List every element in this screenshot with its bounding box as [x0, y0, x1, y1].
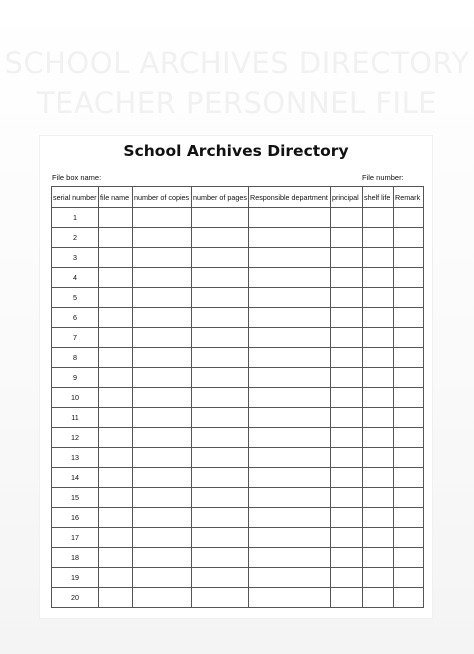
cell-number-of-pages[interactable] [192, 208, 249, 228]
header-shelf-life: shelf life [363, 187, 394, 208]
cell-principal[interactable] [331, 308, 363, 328]
cell-remark[interactable] [394, 388, 424, 408]
cell-number-of-copies[interactable] [133, 208, 192, 228]
cell-responsible-department[interactable] [249, 368, 331, 388]
cell-responsible-department[interactable] [249, 248, 331, 268]
cell-serial-number: 2 [52, 228, 99, 248]
cell-number-of-pages[interactable] [192, 328, 249, 348]
cell-number-of-copies[interactable] [133, 528, 192, 548]
header-file-name: file name [99, 187, 133, 208]
table-row [52, 268, 424, 288]
cell-shelf-life[interactable] [363, 508, 394, 528]
cell-remark[interactable] [394, 468, 424, 488]
table-row [52, 308, 424, 328]
cell-number-of-pages[interactable] [192, 428, 249, 448]
cell-file-name[interactable] [99, 428, 133, 448]
cell-serial-number: 18 [52, 548, 99, 568]
cell-remark[interactable] [394, 308, 424, 328]
cell-remark[interactable] [394, 328, 424, 348]
table-body [52, 208, 424, 608]
header-remark: Remark [394, 187, 424, 208]
cell-shelf-life[interactable] [363, 388, 394, 408]
cell-number-of-pages[interactable] [192, 548, 249, 568]
cell-number-of-copies[interactable] [133, 548, 192, 568]
cell-number-of-copies[interactable] [133, 248, 192, 268]
cell-principal[interactable] [331, 368, 363, 388]
cell-serial-number: 9 [52, 368, 99, 388]
cell-serial-number: 7 [52, 328, 99, 348]
file-box-name-label: File box name: [52, 173, 102, 182]
cell-principal[interactable] [331, 408, 363, 428]
table-row [52, 208, 424, 228]
table-row [52, 488, 424, 508]
cell-serial-number: 17 [52, 528, 99, 548]
cell-shelf-life[interactable] [363, 368, 394, 388]
cell-responsible-department[interactable] [249, 428, 331, 448]
cell-serial-number: 11 [52, 408, 99, 428]
cell-responsible-department[interactable] [249, 388, 331, 408]
cell-number-of-copies[interactable] [133, 388, 192, 408]
cell-file-name[interactable] [99, 368, 133, 388]
table-row [52, 448, 424, 468]
cell-principal[interactable] [331, 268, 363, 288]
cell-responsible-department[interactable] [249, 588, 331, 608]
cell-file-name[interactable] [99, 308, 133, 328]
cell-serial-number: 8 [52, 348, 99, 368]
table-row [52, 588, 424, 608]
cell-responsible-department[interactable] [249, 448, 331, 468]
cell-serial-number: 12 [52, 428, 99, 448]
background-watermark-title: SCHOOL ARCHIVES DIRECTORY [4, 46, 470, 80]
cell-file-name[interactable] [99, 548, 133, 568]
table-row [52, 508, 424, 528]
cell-number-of-copies[interactable] [133, 588, 192, 608]
cell-remark[interactable] [394, 568, 424, 588]
cell-principal[interactable] [331, 348, 363, 368]
table-row [52, 328, 424, 348]
cell-responsible-department[interactable] [249, 308, 331, 328]
cell-principal[interactable] [331, 288, 363, 308]
table-row [52, 248, 424, 268]
cell-file-name[interactable] [99, 508, 133, 528]
cell-file-name[interactable] [99, 528, 133, 548]
cell-file-name[interactable] [99, 488, 133, 508]
header-responsible-department: Responsible department [249, 187, 331, 208]
cell-file-name[interactable] [99, 208, 133, 228]
cell-number-of-pages[interactable] [192, 448, 249, 468]
cell-number-of-copies[interactable] [133, 488, 192, 508]
table-row [52, 428, 424, 448]
cell-serial-number: 19 [52, 568, 99, 588]
cell-remark[interactable] [394, 348, 424, 368]
cell-number-of-pages[interactable] [192, 508, 249, 528]
cell-file-name[interactable] [99, 328, 133, 348]
cell-number-of-copies[interactable] [133, 408, 192, 428]
cell-principal[interactable] [331, 208, 363, 228]
cell-shelf-life[interactable] [363, 288, 394, 308]
cell-shelf-life[interactable] [363, 408, 394, 428]
cell-serial-number: 15 [52, 488, 99, 508]
cell-principal[interactable] [331, 528, 363, 548]
cell-shelf-life[interactable] [363, 448, 394, 468]
cell-number-of-pages[interactable] [192, 488, 249, 508]
cell-responsible-department[interactable] [249, 348, 331, 368]
cell-file-name[interactable] [99, 588, 133, 608]
cell-serial-number: 20 [52, 588, 99, 608]
cell-serial-number: 5 [52, 288, 99, 308]
cell-serial-number: 3 [52, 248, 99, 268]
cell-remark[interactable] [394, 588, 424, 608]
cell-responsible-department[interactable] [249, 288, 331, 308]
cell-serial-number: 14 [52, 468, 99, 488]
cell-number-of-pages[interactable] [192, 248, 249, 268]
cell-serial-number: 4 [52, 268, 99, 288]
cell-remark[interactable] [394, 268, 424, 288]
cell-remark[interactable] [394, 528, 424, 548]
cell-principal[interactable] [331, 548, 363, 568]
cell-file-name[interactable] [99, 248, 133, 268]
cell-number-of-copies[interactable] [133, 288, 192, 308]
table-row [52, 528, 424, 548]
cell-shelf-life[interactable] [363, 348, 394, 368]
cell-file-name[interactable] [99, 268, 133, 288]
cell-file-name[interactable] [99, 228, 133, 248]
cell-serial-number: 13 [52, 448, 99, 468]
document-sheet [40, 136, 432, 618]
cell-shelf-life[interactable] [363, 248, 394, 268]
cell-principal[interactable] [331, 448, 363, 468]
cell-number-of-copies[interactable] [133, 368, 192, 388]
cell-shelf-life[interactable] [363, 208, 394, 228]
cell-shelf-life[interactable] [363, 328, 394, 348]
cell-principal[interactable] [331, 468, 363, 488]
cell-number-of-pages[interactable] [192, 308, 249, 328]
cell-principal[interactable] [331, 488, 363, 508]
background-watermark-subtitle: TEACHER PERSONNEL FILE [36, 86, 438, 120]
cell-number-of-pages[interactable] [192, 468, 249, 488]
cell-number-of-copies[interactable] [133, 508, 192, 528]
cell-number-of-pages[interactable] [192, 348, 249, 368]
archives-table [51, 186, 424, 608]
cell-file-name[interactable] [99, 408, 133, 428]
cell-file-name[interactable] [99, 348, 133, 368]
header-number-of-pages: number of pages [192, 187, 249, 208]
cell-remark[interactable] [394, 428, 424, 448]
cell-remark[interactable] [394, 508, 424, 528]
cell-remark[interactable] [394, 208, 424, 228]
table-row [52, 388, 424, 408]
table-header-row [52, 187, 424, 208]
cell-shelf-life[interactable] [363, 308, 394, 328]
cell-number-of-pages[interactable] [192, 268, 249, 288]
cell-number-of-pages[interactable] [192, 588, 249, 608]
cell-number-of-copies[interactable] [133, 328, 192, 348]
cell-number-of-pages[interactable] [192, 388, 249, 408]
cell-principal[interactable] [331, 568, 363, 588]
table-row [52, 548, 424, 568]
cell-number-of-copies[interactable] [133, 568, 192, 588]
cell-principal[interactable] [331, 228, 363, 248]
cell-number-of-copies[interactable] [133, 228, 192, 248]
table-row [52, 568, 424, 588]
cell-responsible-department[interactable] [249, 228, 331, 248]
cell-serial-number: 6 [52, 308, 99, 328]
cell-shelf-life[interactable] [363, 488, 394, 508]
cell-remark[interactable] [394, 368, 424, 388]
cell-number-of-pages[interactable] [192, 368, 249, 388]
cell-remark[interactable] [394, 448, 424, 468]
cell-principal[interactable] [331, 508, 363, 528]
cell-responsible-department[interactable] [249, 268, 331, 288]
cell-number-of-pages[interactable] [192, 228, 249, 248]
cell-remark[interactable] [394, 548, 424, 568]
cell-number-of-pages[interactable] [192, 568, 249, 588]
cell-remark[interactable] [394, 408, 424, 428]
table-row [52, 368, 424, 388]
cell-shelf-life[interactable] [363, 468, 394, 488]
cell-file-name[interactable] [99, 288, 133, 308]
cell-number-of-copies[interactable] [133, 308, 192, 328]
cell-remark[interactable] [394, 228, 424, 248]
header-serial-number: serial number [52, 187, 99, 208]
cell-shelf-life[interactable] [363, 228, 394, 248]
cell-number-of-copies[interactable] [133, 268, 192, 288]
cell-file-name[interactable] [99, 568, 133, 588]
cell-remark[interactable] [394, 248, 424, 268]
header-principal: principal [331, 187, 363, 208]
cell-file-name[interactable] [99, 448, 133, 468]
table-row [52, 408, 424, 428]
cell-number-of-copies[interactable] [133, 348, 192, 368]
cell-responsible-department[interactable] [249, 328, 331, 348]
cell-responsible-department[interactable] [249, 488, 331, 508]
cell-file-name[interactable] [99, 388, 133, 408]
cell-number-of-copies[interactable] [133, 468, 192, 488]
header-number-of-copies: number of copies [133, 187, 192, 208]
cell-responsible-department[interactable] [249, 408, 331, 428]
cell-principal[interactable] [331, 428, 363, 448]
cell-shelf-life[interactable] [363, 568, 394, 588]
cell-serial-number: 1 [52, 208, 99, 228]
cell-responsible-department[interactable] [249, 208, 331, 228]
cell-responsible-department[interactable] [249, 568, 331, 588]
cell-principal[interactable] [331, 328, 363, 348]
cell-number-of-copies[interactable] [133, 428, 192, 448]
cell-serial-number: 16 [52, 508, 99, 528]
cell-remark[interactable] [394, 288, 424, 308]
table-row [52, 288, 424, 308]
cell-shelf-life[interactable] [363, 428, 394, 448]
cell-principal[interactable] [331, 248, 363, 268]
cell-principal[interactable] [331, 588, 363, 608]
table-row [52, 228, 424, 248]
cell-number-of-pages[interactable] [192, 408, 249, 428]
cell-shelf-life[interactable] [363, 548, 394, 568]
cell-serial-number: 10 [52, 388, 99, 408]
table-row [52, 348, 424, 368]
cell-number-of-pages[interactable] [192, 528, 249, 548]
cell-shelf-life[interactable] [363, 268, 394, 288]
table-row [52, 468, 424, 488]
cell-number-of-pages[interactable] [192, 288, 249, 308]
cell-file-name[interactable] [99, 468, 133, 488]
cell-responsible-department[interactable] [249, 468, 331, 488]
cell-remark[interactable] [394, 488, 424, 508]
cell-principal[interactable] [331, 388, 363, 408]
cell-responsible-department[interactable] [249, 548, 331, 568]
file-number-label: File number: [362, 173, 404, 182]
cell-shelf-life[interactable] [363, 528, 394, 548]
cell-shelf-life[interactable] [363, 588, 394, 608]
cell-responsible-department[interactable] [249, 508, 331, 528]
cell-responsible-department[interactable] [249, 528, 331, 548]
cell-number-of-copies[interactable] [133, 448, 192, 468]
document-title: School Archives Directory [123, 142, 349, 160]
